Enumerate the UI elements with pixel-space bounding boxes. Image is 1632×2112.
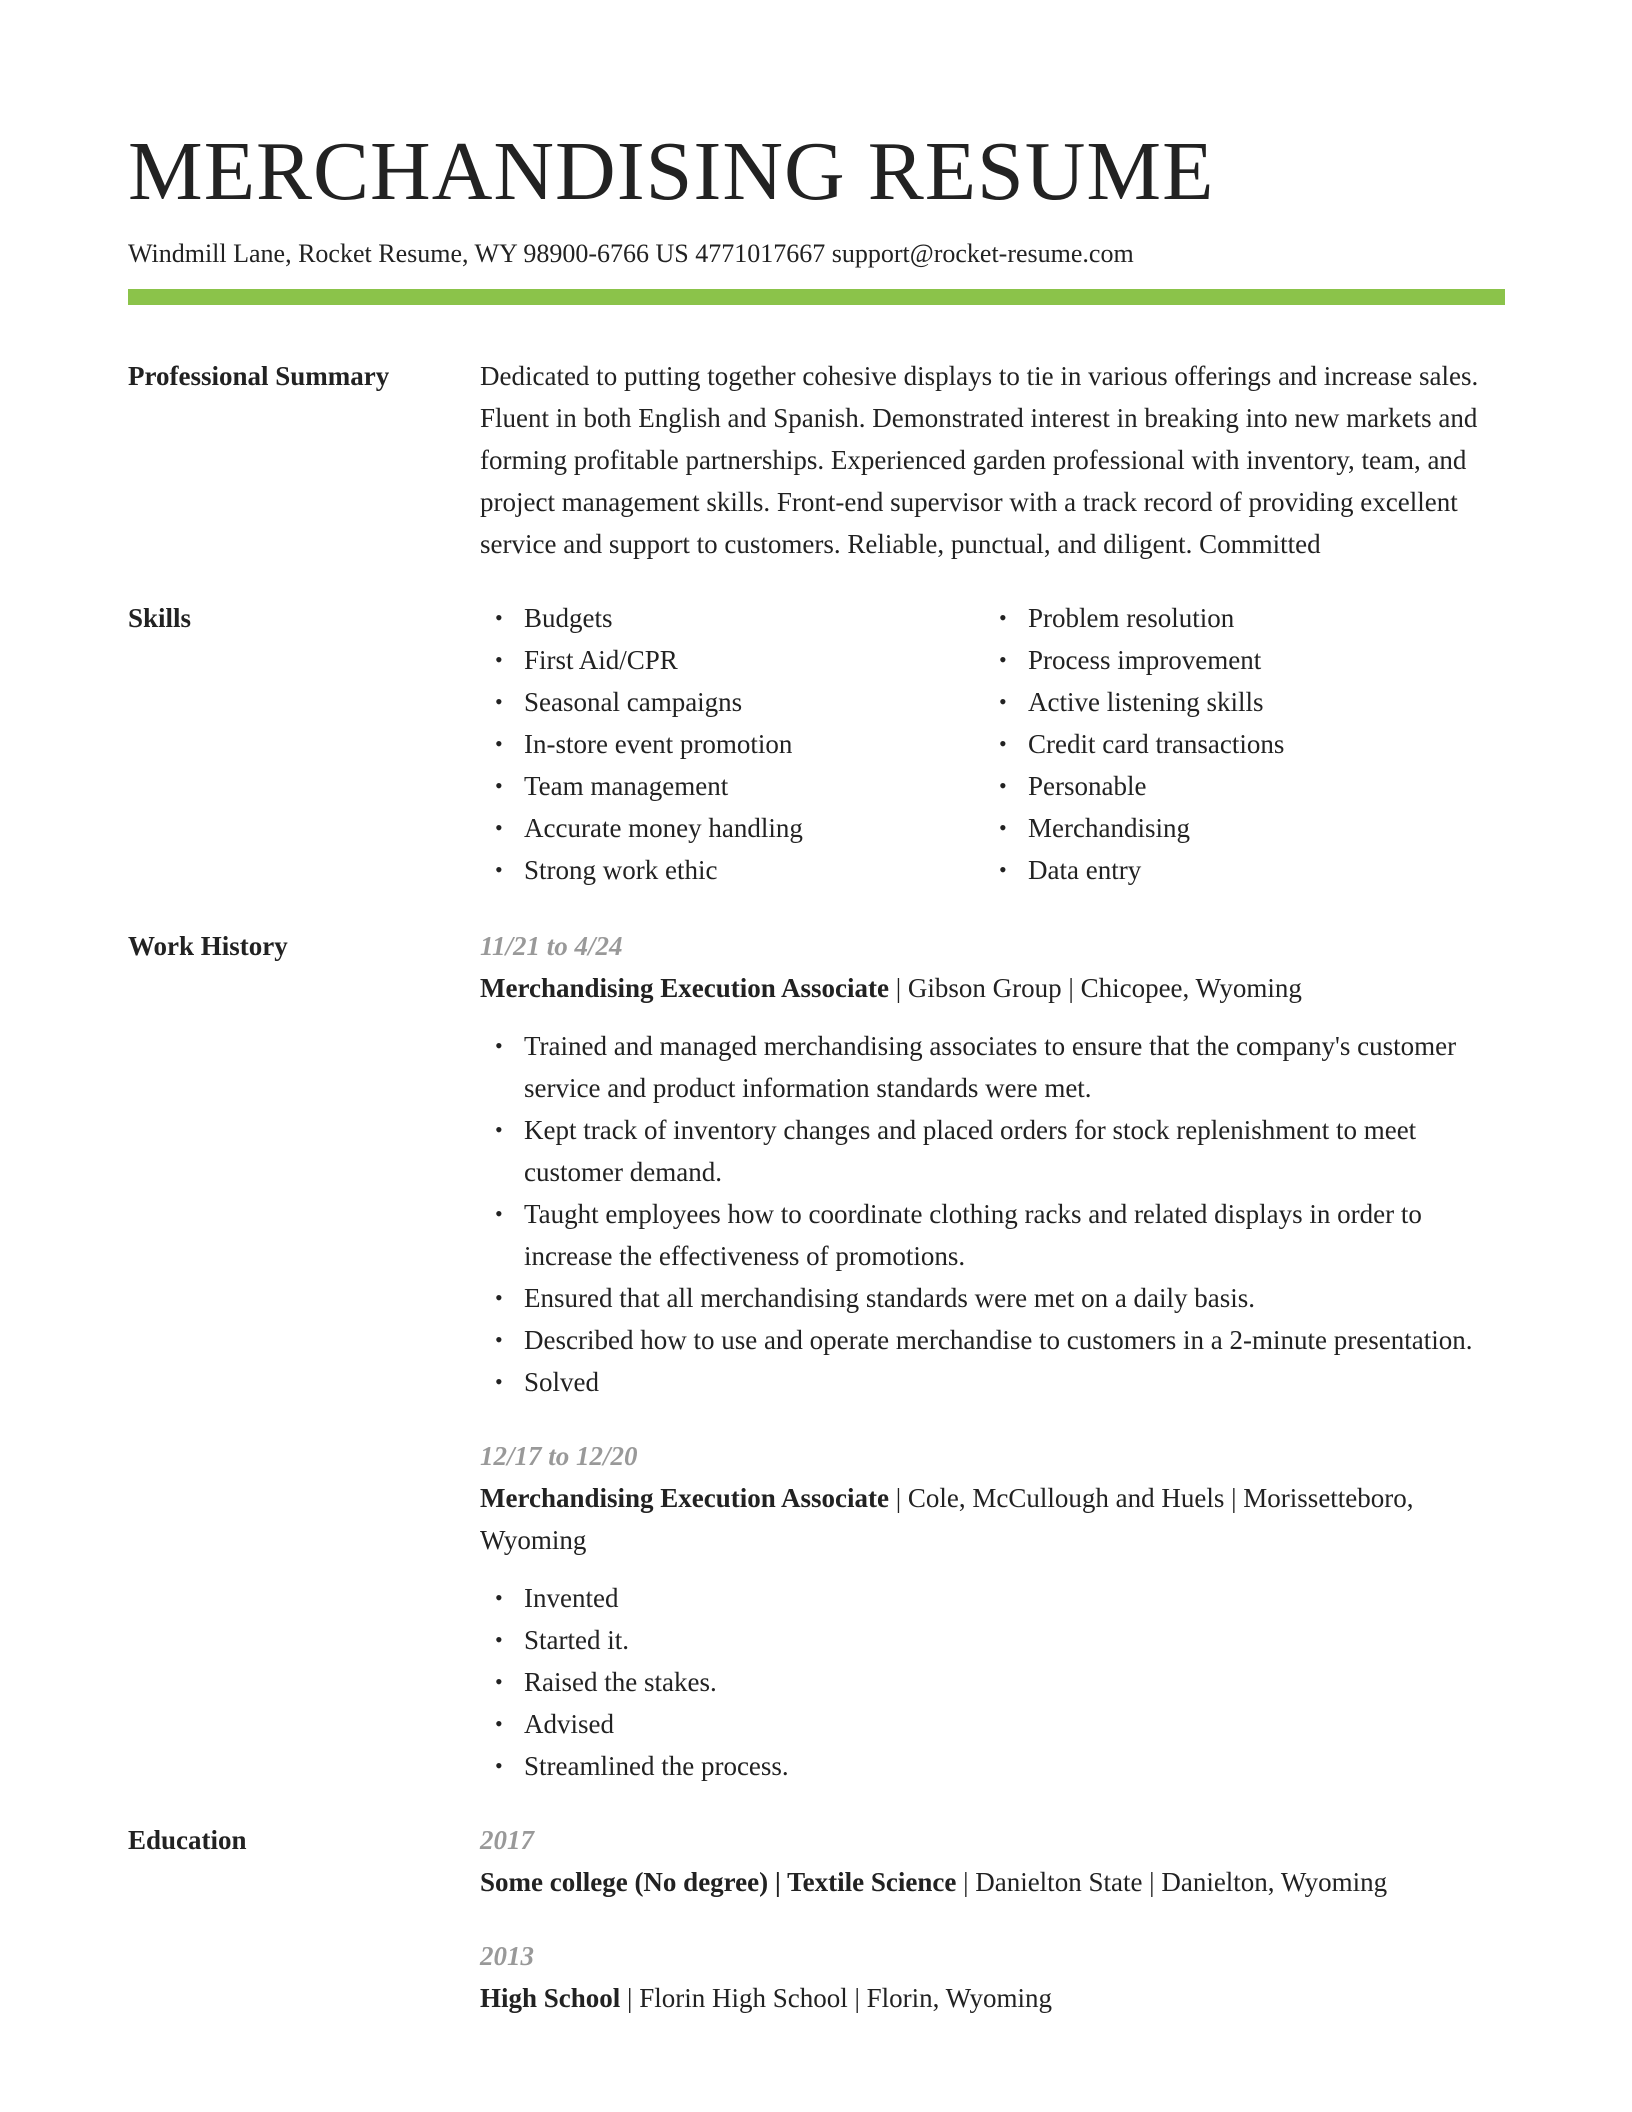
skills-heading: Skills [128, 603, 192, 634]
education-details: | Danielton State | Danielton, Wyoming [956, 1867, 1388, 1898]
work-history-heading: Work History [128, 931, 288, 962]
work-history-body [480, 925, 1504, 1787]
skill-item: • Problem resolution [1028, 597, 1488, 639]
work-history-section [128, 925, 1504, 1787]
skills-grid [480, 597, 1504, 891]
skill-item: • Team management [524, 765, 984, 807]
job-bullet: • Streamlined the process. [524, 1745, 1504, 1787]
skill-item: • Merchandising [1028, 807, 1488, 849]
skill-item: • Personable [1028, 765, 1488, 807]
skill-item: • Strong work ethic [524, 849, 984, 891]
job-dates: 11/21 to 4/24 [480, 931, 623, 962]
job-bullets [480, 1577, 1504, 1787]
education-entry [480, 1935, 1504, 2019]
job-dates: 12/17 to 12/20 [480, 1441, 638, 1472]
skills-section [128, 597, 1504, 891]
education-heading-line [480, 1977, 1504, 2019]
job-bullet: • Invented [524, 1577, 1504, 1619]
skill-item: • Accurate money handling [524, 807, 984, 849]
skills-right-list [984, 597, 1488, 891]
contact-line: Windmill Lane, Rocket Resume, WY 98900-6766 US 4771017667 support@rocket-resume.com [128, 239, 1134, 268]
education-heading-line [480, 1861, 1504, 1903]
job-entry [480, 1435, 1504, 1787]
job-bullet: • Advised [524, 1703, 1504, 1745]
skill-item: • Credit card transactions [1028, 723, 1488, 765]
skill-item: • Seasonal campaigns [524, 681, 984, 723]
skill-item: • In-store event promotion [524, 723, 984, 765]
summary-heading: Professional Summary [128, 361, 390, 392]
job-bullet: • Raised the stakes. [524, 1661, 1504, 1703]
education-section [128, 1819, 1504, 2019]
resume-title: MERCHANDISING RESUME [128, 125, 1215, 218]
education-degree: Some college (No degree) | Textile Science [480, 1867, 957, 1898]
job-title: Merchandising Execution Associate [480, 1483, 890, 1514]
skills-left-list [480, 597, 984, 891]
accent-divider [128, 289, 1505, 305]
job-bullet: • Started it. [524, 1619, 1504, 1661]
education-body [480, 1819, 1504, 2019]
job-bullet: • Solved [524, 1361, 1504, 1403]
skill-item: • Active listening skills [1028, 681, 1488, 723]
skill-item: • Budgets [524, 597, 984, 639]
skill-item: • First Aid/CPR [524, 639, 984, 681]
job-bullet: • Ensured that all merchandising standards were met on a daily basis. [524, 1277, 1504, 1319]
job-bullets [480, 1025, 1504, 1403]
job-bullet: • Described how to use and operate merchandise to customers in a 2-minute presentation. [524, 1319, 1504, 1361]
education-degree: High School [480, 1983, 621, 2014]
skill-item: • Process improvement [1028, 639, 1488, 681]
job-bullet: • Kept track of inventory changes and placed orders for stock replenishment to meet customer demand. [524, 1109, 1504, 1193]
education-year: 2017 [480, 1825, 534, 1856]
job-details: | Cole, McCullough and Huels | Morissetteboro, Wyoming [480, 1483, 1414, 1556]
skill-item: • Data entry [1028, 849, 1488, 891]
job-title: Merchandising Execution Associate [480, 973, 890, 1004]
summary-text: Dedicated to putting together cohesive displays to tie in various offerings and increase sales. Fluent in both English and Spanish. Demonstrated interest in breaking into new markets and forming profitable partnerships. Experienced garden professional with inventory, team, and project management skills. Front-end supervisor with a track record of providing excellent service and support to customers. Reliable, punctual, and diligent. Committed [480, 361, 1479, 560]
job-details: | Gibson Group | Chicopee, Wyoming [889, 973, 1302, 1004]
education-entry [480, 1819, 1504, 1903]
job-entry [480, 925, 1504, 1403]
job-heading [480, 1477, 1504, 1561]
education-details: | Florin High School | Florin, Wyoming [620, 1983, 1053, 2014]
education-year: 2013 [480, 1941, 534, 1972]
education-heading: Education [128, 1825, 247, 1856]
job-heading [480, 967, 1504, 1009]
summary-section [128, 355, 1504, 565]
job-bullet: • Trained and managed merchandising associates to ensure that the company's customer service and product information standards were met. [524, 1025, 1504, 1109]
job-bullet: • Taught employees how to coordinate clothing racks and related displays in order to increase the effectiveness of promotions. [524, 1193, 1504, 1277]
